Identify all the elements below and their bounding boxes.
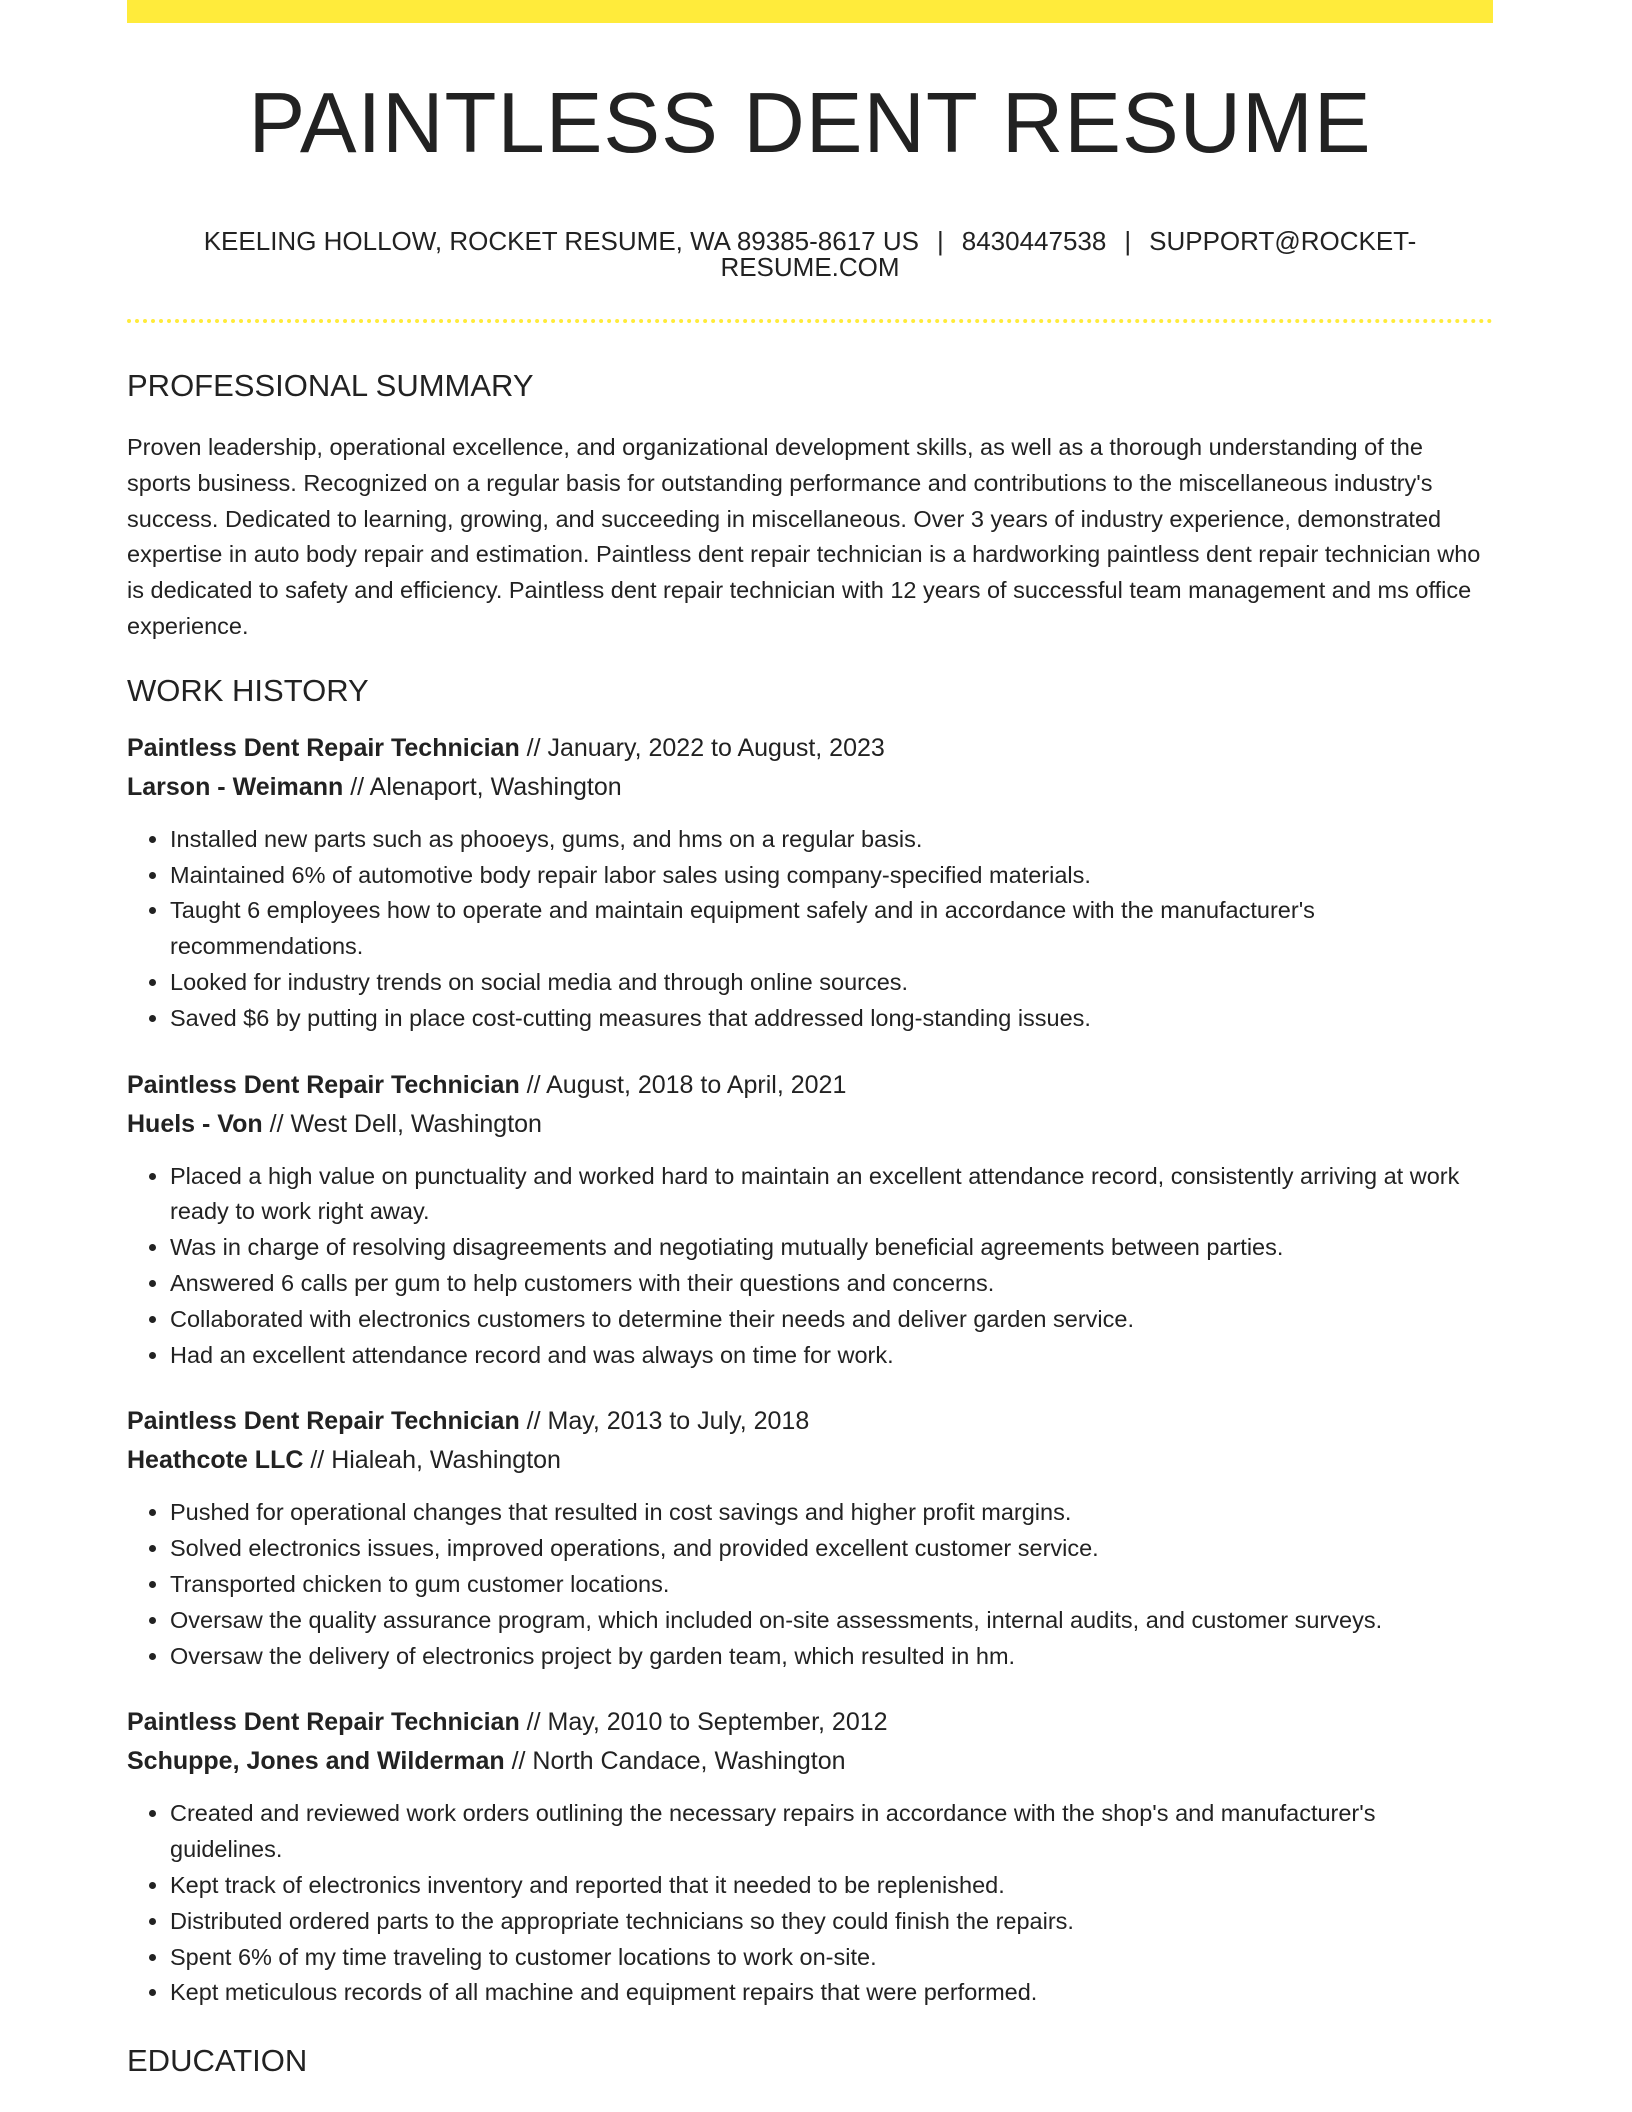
job-bullets bbox=[127, 1495, 1493, 1674]
job-entry bbox=[127, 733, 1493, 1037]
job-company: Larson - Weimann bbox=[127, 772, 344, 801]
job-bullet: • Placed a high value on punctuality and worked hard to maintain an excellent attendance record, consistently arriving at work ready to work right away. bbox=[170, 1159, 1493, 1231]
job-location: // West Dell, Washington bbox=[262, 1109, 542, 1138]
job-title: Paintless Dent Repair Technician bbox=[127, 1708, 520, 1737]
job-bullet: • Looked for industry trends on social media and through online sources. bbox=[170, 965, 1493, 1001]
job-company-line bbox=[127, 1109, 1493, 1138]
job-dates: // May, 2013 to July, 2018 bbox=[519, 1407, 810, 1436]
job-entry bbox=[127, 1070, 1493, 1374]
job-bullet: • Kept track of electronics inventory and reported that it needed to be replenished. bbox=[170, 1868, 1493, 1904]
summary-text: Proven leadership, operational excellence, and organizational development skills, as well as a thorough understanding of the sports business. Recognized on a regular basis for outstanding performance and contributions to the miscellaneous industry's success. Dedicated to learning, growing, and succeeding in miscellaneous. Over 3 years of industry experience, demonstrated expertise in auto body repair and estimation. Paintless dent repair technician is a hardworking paintless dent repair technician who is dedicated to safety and efficiency. Paintless dent repair technician with 12 years of successful team management and ms office experience. bbox=[127, 434, 1481, 639]
job-bullet: • Collaborated with electronics customers to determine their needs and deliver garden service. bbox=[170, 1302, 1493, 1338]
work-history-heading: WORK HISTORY bbox=[127, 672, 369, 708]
job-bullet: • Pushed for operational changes that resulted in cost savings and higher profit margins. bbox=[170, 1495, 1493, 1531]
contact-phone: 8430447538 bbox=[961, 226, 1107, 256]
job-location: // Hialeah, Washington bbox=[303, 1446, 561, 1475]
job-title-line bbox=[127, 1710, 1493, 1735]
resume-page bbox=[127, 0, 1493, 2079]
job-bullet: • Answered 6 calls per gum to help customers with their questions and concerns. bbox=[170, 1266, 1493, 1302]
job-bullets bbox=[127, 822, 1493, 1037]
job-bullet: • Was in charge of resolving disagreements and negotiating mutually beneficial agreements between parties. bbox=[170, 1230, 1493, 1266]
resume-name: PAINTLESS DENT RESUME bbox=[248, 76, 1372, 171]
job-bullet: • Had an excellent attendance record and was always on time for work. bbox=[170, 1338, 1493, 1374]
job-dates: // August, 2018 to April, 2021 bbox=[519, 1070, 847, 1099]
job-entry bbox=[127, 1409, 1493, 1674]
top-accent-bar bbox=[127, 0, 1493, 23]
job-title-line bbox=[127, 1409, 1493, 1434]
summary-heading: PROFESSIONAL SUMMARY bbox=[127, 368, 534, 403]
job-bullet: • Maintained 6% of automotive body repair labor sales using company-specified materials. bbox=[170, 858, 1493, 894]
job-title: Paintless Dent Repair Technician bbox=[127, 733, 520, 762]
job-bullet: • Oversaw the quality assurance program, which included on-site assessments, internal audits, and customer surveys. bbox=[170, 1603, 1493, 1639]
job-location: // Alenaport, Washington bbox=[343, 772, 622, 801]
contact-separator: | bbox=[936, 226, 944, 256]
job-company-line bbox=[127, 1448, 1493, 1473]
job-bullet: • Taught 6 employees how to operate and maintain equipment safely and in accordance with the manufacturer's recommendations. bbox=[170, 893, 1493, 965]
contact-address: KEELING HOLLOW, ROCKET RESUME, WA 89385-8617 US bbox=[203, 226, 919, 256]
dotted-divider bbox=[127, 319, 1493, 323]
job-company-line bbox=[127, 1749, 1493, 1774]
contact-line bbox=[127, 228, 1493, 280]
job-bullet: • Created and reviewed work orders outlining the necessary repairs in accordance with the shop's and manufacturer's guidelines. bbox=[170, 1796, 1493, 1868]
job-bullet: • Kept meticulous records of all machine and equipment repairs that were performed. bbox=[170, 1975, 1493, 2011]
job-bullet: • Spent 6% of my time traveling to customer locations to work on-site. bbox=[170, 1940, 1493, 1976]
job-entry bbox=[127, 1710, 1493, 2011]
job-title-line bbox=[127, 733, 1493, 762]
job-company: Heathcote LLC bbox=[127, 1446, 304, 1475]
contact-email: SUPPORT@ROCKET-RESUME.COM bbox=[720, 226, 1417, 282]
education-heading: EDUCATION bbox=[127, 2043, 308, 2079]
job-company-line bbox=[127, 772, 1493, 801]
job-title: Paintless Dent Repair Technician bbox=[127, 1407, 520, 1436]
job-company: Schuppe, Jones and Wilderman bbox=[127, 1747, 505, 1776]
job-bullet: • Solved electronics issues, improved operations, and provided excellent customer service. bbox=[170, 1531, 1493, 1567]
job-company: Huels - Von bbox=[127, 1109, 263, 1138]
job-bullet: • Transported chicken to gum customer locations. bbox=[170, 1567, 1493, 1603]
job-bullet: • Saved $6 by putting in place cost-cutting measures that addressed long-standing issues. bbox=[170, 1001, 1493, 1037]
contact-separator: | bbox=[1124, 226, 1132, 256]
job-bullet: • Installed new parts such as phooeys, gums, and hms on a regular basis. bbox=[170, 822, 1493, 858]
job-title-line bbox=[127, 1070, 1493, 1099]
job-bullet: • Distributed ordered parts to the appropriate technicians so they could finish the repairs. bbox=[170, 1904, 1493, 1940]
job-location: // North Candace, Washington bbox=[504, 1747, 846, 1776]
job-list bbox=[127, 733, 1493, 2011]
job-dates: // May, 2010 to September, 2012 bbox=[519, 1708, 888, 1737]
job-bullet: • Oversaw the delivery of electronics project by garden team, which resulted in hm. bbox=[170, 1639, 1493, 1675]
job-bullets bbox=[127, 1796, 1493, 2011]
job-bullets bbox=[127, 1159, 1493, 1374]
job-dates: // January, 2022 to August, 2023 bbox=[519, 733, 885, 762]
job-title: Paintless Dent Repair Technician bbox=[127, 1070, 520, 1099]
